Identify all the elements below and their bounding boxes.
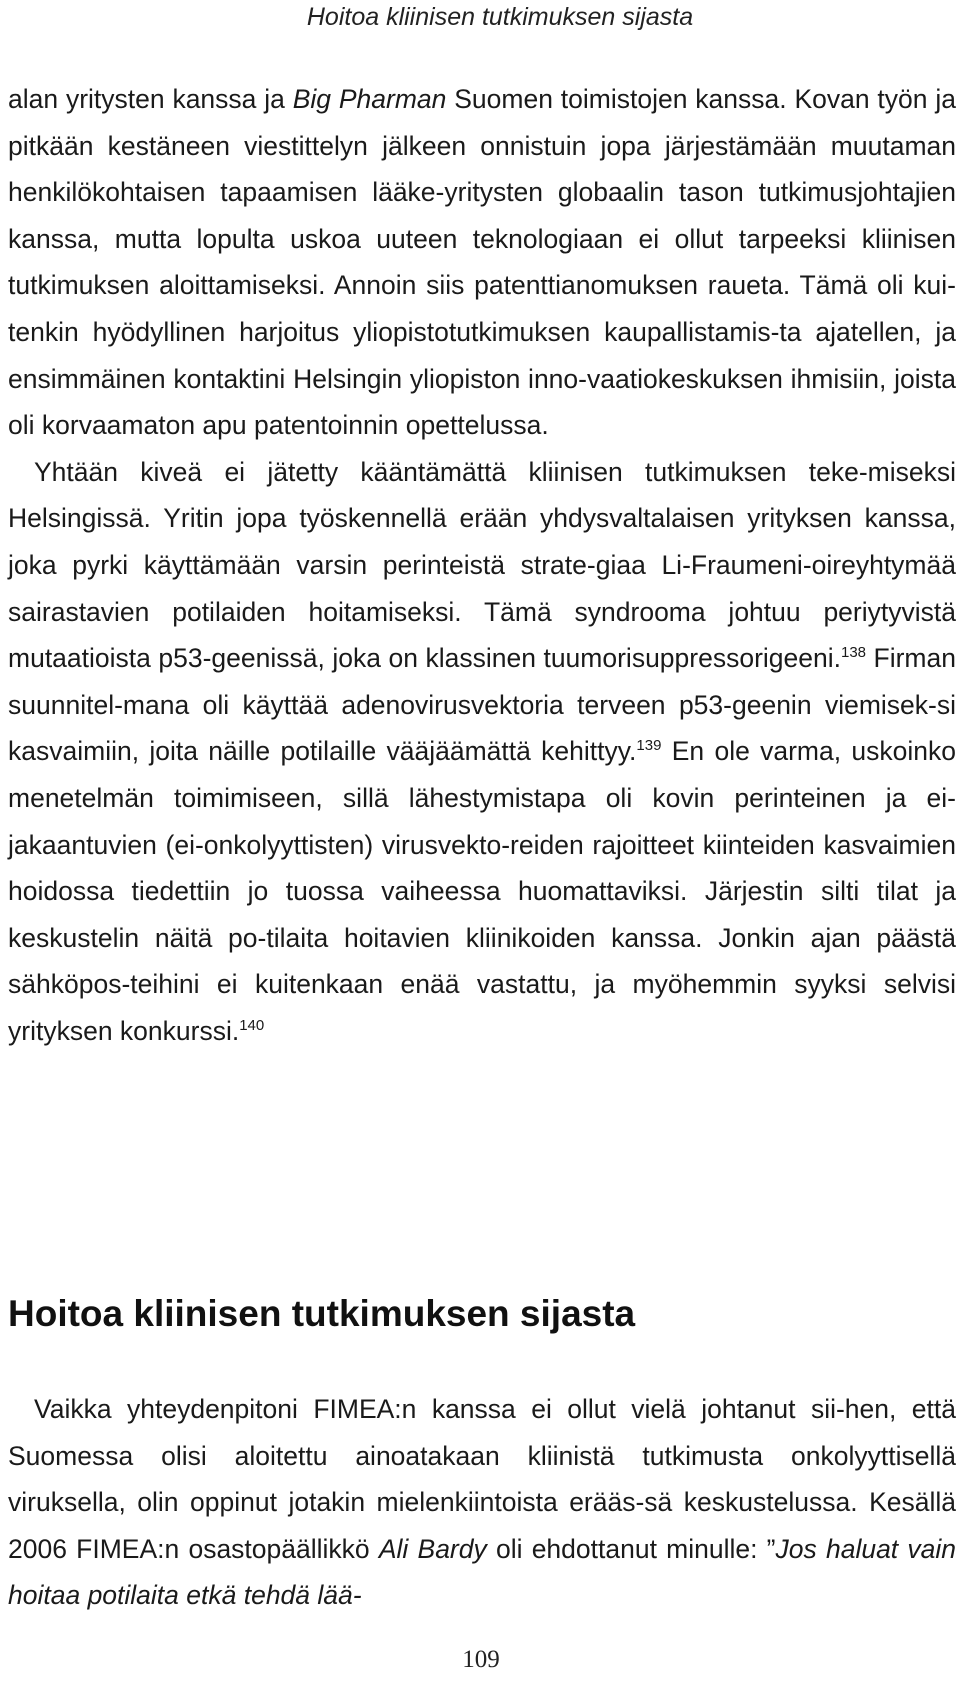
- text-run: Suomen toimistojen kanssa. Kovan työn ja pitkään kestäneen viestittelyn jälkeen onnistuin jopa järjestämään muutaman henkilökohtaisen tapaamisen lääke-yritysten globaalin tason tutkimusjohtajien kanssa, mutta lopulta uskoa uuteen teknologiaan ei ollut tarpeeksi kliinisen tutkimuksen aloittamiseksi. Annoin siis patenttianomuksen raueta. Tämä oli kui-tenkin hyödyllinen harjoitus yliopistotutkimuksen kaupallistamis-ta ajatellen, ja ensimmäinen kontaktini Helsingin yliopiston inno-vaatiokeskuksen ihmisiin, joista oli korvaamaton apu patentoinnin opettelussa.: [8, 84, 956, 441]
- text-run: Vaikka yhteydenpitoni FIMEA:n kanssa ei ollut vielä johtanut sii-hen, että Suomessa olisi aloitettu ainoatakaan kliinistä tutkimusta onkolyyttisellä viruksella, olin oppinut jotakin mielenkiintoista erääs-sä keskustelussa. Kesällä 2006 FIMEA:n osastopäällikkö: [8, 1394, 956, 1564]
- text-run: Yhtään kiveä ei jätetty kääntämättä kliinisen tutkimuksen teke-miseksi Helsingissä. Yritin jopa työskennellä erään yhdysvaltalaisen yrityksen kanssa, joka pyrki käyttämään varsin perinteistä strate-giaa Li-Fraumeni-oireyhtymää sairastavien potilaiden hoitamiseksi. Tämä syndrooma johtuu periytyvistä mutaatioista p53-geenissä, joka on klassinen tuumorisuppressorigeeni.: [8, 456, 956, 674]
- footnote-ref: 140: [239, 1016, 265, 1034]
- running-header: Hoitoa kliinisen tutkimuksen sijasta: [306, 3, 694, 31]
- body-text: [8, 76, 956, 1054]
- text-run: En ole varma, uskoinko menetelmän toimimiseen, sillä lähestymistapa oli kovin perinteinen ja ei-jakaantuvien (ei-onkolyyttisten) virusvekto-reiden rajoitteet kiinteiden kasvaimien hoidossa tiedettiin jo tuossa vaiheessa huomattaviksi. Järjestin silti tilat ja keskustelin näitä po-tilaita hoitavien kliinikoiden kanssa. Jonkin ajan päästä sähköpos-teihini ei kuitenkaan enää vastattu, ja myöhemmin syyksi selvisi yrityksen konkurssi.: [8, 736, 956, 1046]
- footnote-ref: 139: [636, 737, 662, 755]
- paragraph: [8, 76, 956, 449]
- text-run: oli ehdottanut minulle: ”: [486, 1533, 776, 1564]
- page-number: 109: [462, 1646, 500, 1673]
- section-heading: Hoitoa kliinisen tutkimuksen sijasta: [8, 1293, 636, 1334]
- emphasis-text: Big Pharman: [292, 84, 447, 114]
- paragraph: [8, 449, 956, 1055]
- quotation: Jos haluat vain hoitaa potilaita etkä tehdä lää-: [8, 1533, 956, 1611]
- text-run: Firman suunnitel-mana oli käyttää adenovirusvektoria terveen p53-geenin viemisek-si kasvaimiin, joita näille potilaille vääjäämättä kehittyy.: [8, 643, 956, 767]
- text-run: alan yritysten kanssa ja: [8, 84, 293, 114]
- footnote-ref: 138: [841, 644, 867, 662]
- paragraph: [8, 1386, 956, 1619]
- emphasis-name: Ali Bardy: [378, 1533, 487, 1564]
- section-body-text: [8, 1386, 956, 1619]
